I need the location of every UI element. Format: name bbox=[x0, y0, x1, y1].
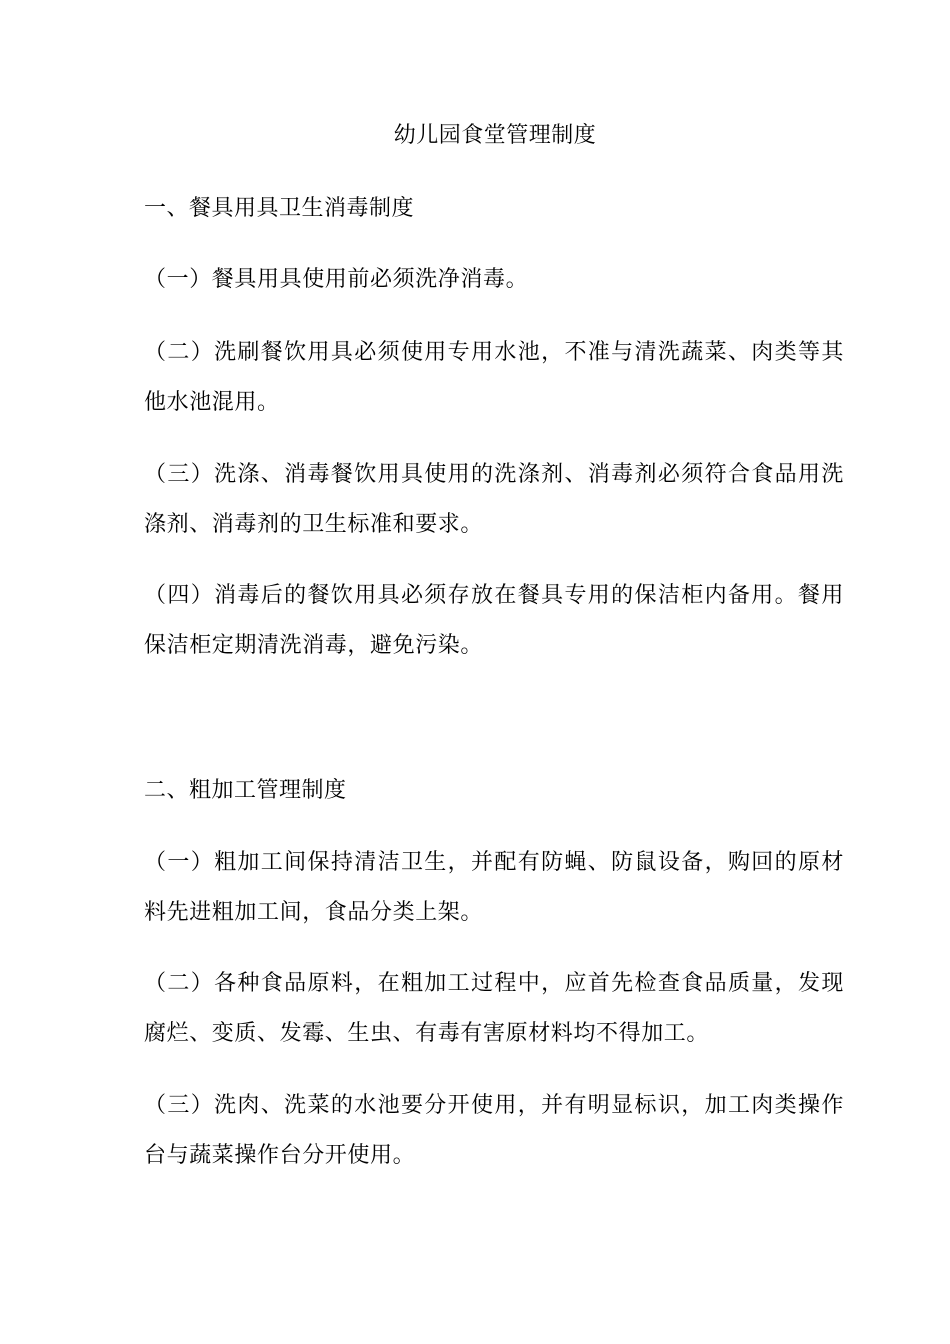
paragraph-item: （四）消毒后的餐饮用具必须存放在餐具专用的保洁柜内备用。餐用保洁柜定期清洗消毒，避免污染。 bbox=[144, 583, 844, 658]
paragraph-item: （二）各种食品原料，在粗加工过程中，应首先检查食品质量，发现腐烂、变质、发霉、生虫、有毒有害原材料均不得加工。 bbox=[144, 971, 844, 1046]
document-title: 幼儿园食堂管理制度 bbox=[393, 123, 597, 148]
paragraph-item: （一）粗加工间保持清洁卫生，并配有防蝇、防鼠设备，购回的原材料先进粗加工间，食品分类上架。 bbox=[144, 850, 844, 925]
paragraph-item: （三）洗涤、消毒餐饮用具使用的洗涤剂、消毒剂必须符合食品用洗涤剂、消毒剂的卫生标准和要求。 bbox=[144, 462, 844, 537]
paragraph-item: （三）洗肉、洗菜的水池要分开使用，并有明显标识，加工肉类操作台与蔬菜操作台分开使用。 bbox=[144, 1093, 844, 1168]
section-heading-rough-processing: 二、粗加工管理制度 bbox=[144, 778, 347, 803]
paragraph-item: （一）餐具用具使用前必须洗净消毒。 bbox=[144, 267, 529, 292]
paragraph-item: （二）洗刷餐饮用具必须使用专用水池，不准与清洗蔬菜、肉类等其他水池混用。 bbox=[144, 340, 844, 415]
section-heading-tableware-disinfection: 一、餐具用具卫生消毒制度 bbox=[144, 196, 415, 221]
